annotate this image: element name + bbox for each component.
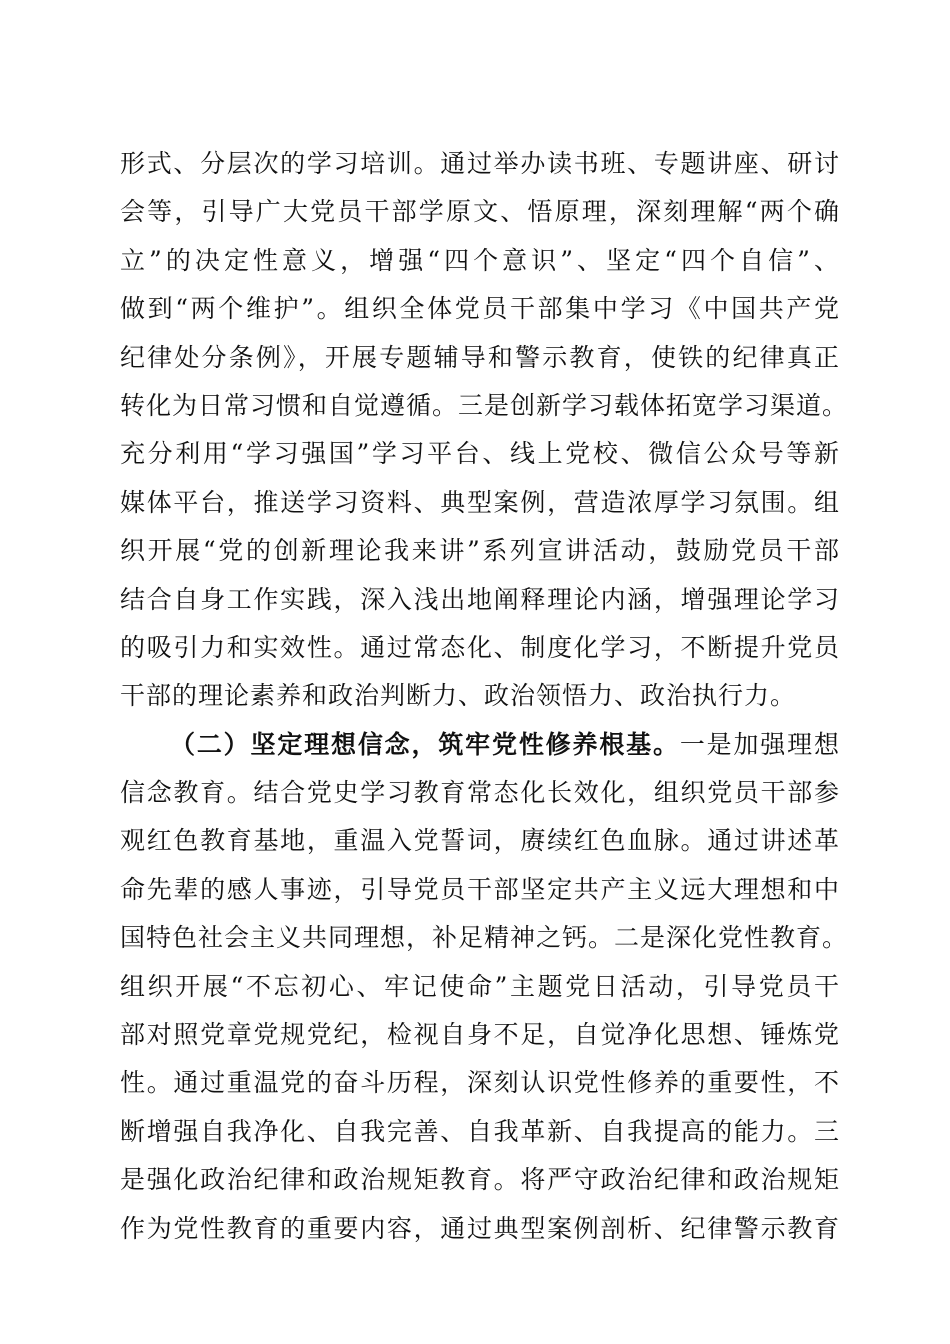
text-line: 纪律处分条例》，开展专题辅导和警示教育，使铁的纪律真正 [120, 342, 840, 372]
text-line: 会等，引导广大党员干部学原文、悟原理，深刻理解“两个确 [120, 197, 840, 227]
text-line: 命先辈的感人事迹，引导党员干部坚定共产主义远大理想和中 [120, 874, 840, 904]
section-heading: （二）坚定理想信念，筑牢党性修养根基。 [170, 729, 680, 759]
text-line: 观红色教育基地，重温入党誓词，赓续红色血脉。通过讲述革 [120, 826, 840, 856]
text-line: 织开展“党的创新理论我来讲”系列宣讲活动，鼓励党员干部 [120, 536, 840, 566]
paragraph-first-line [120, 721, 840, 769]
text-line: 部对照党章党规党纪，检视自身不足，自觉净化思想、锤炼党 [120, 1020, 840, 1050]
paragraph-2 [120, 721, 849, 1253]
text-line: 组织开展“不忘初心、牢记使命”主题党日活动，引导党员干 [120, 971, 840, 1001]
text-line: 充分利用“学习强国”学习平台、线上党校、微信公众号等新 [120, 439, 840, 469]
text-run: 一是加强理想 [679, 729, 840, 759]
text-line: 作为党性教育的重要内容，通过典型案例剖析、纪律警示教育 [120, 1213, 840, 1243]
text-line: 信念教育。结合党史学习教育常态化长效化，组织党员干部参 [120, 778, 840, 808]
text-line: 媒体平台，推送学习资料、典型案例，营造浓厚学习氛围。组 [120, 487, 840, 517]
text-line: 断增强自我净化、自我完善、自我革新、自我提高的能力。三 [120, 1116, 840, 1146]
text-line: 结合自身工作实践，深入浅出地阐释理论内涵，增强理论学习 [120, 584, 840, 614]
text-line: 性。通过重温党的奋斗历程，深刻认识党性修养的重要性，不 [120, 1068, 840, 1098]
text-line: 做到“两个维护”。组织全体党员干部集中学习《中国共产党 [120, 294, 840, 324]
text-line: 干部的理论素养和政治判断力、政治领悟力、政治执行力。 [120, 681, 797, 711]
text-line: 立”的决定性意义，增强“四个意识”、坚定“四个自信”、 [120, 245, 840, 275]
text-line: 是强化政治纪律和政治规矩教育。将严守政治纪律和政治规矩 [120, 1165, 840, 1195]
text-line: 转化为日常习惯和自觉遵循。三是创新学习载体拓宽学习渠道。 [120, 390, 849, 420]
text-line: 国特色社会主义共同理想，补足精神之钙。二是深化党性教育。 [120, 923, 849, 953]
paragraph-1 [120, 140, 849, 721]
text-line: 的吸引力和实效性。通过常态化、制度化学习，不断提升党员 [120, 632, 840, 662]
text-line: 形式、分层次的学习培训。通过举办读书班、专题讲座、研讨 [120, 149, 840, 178]
body-text [120, 140, 849, 1253]
